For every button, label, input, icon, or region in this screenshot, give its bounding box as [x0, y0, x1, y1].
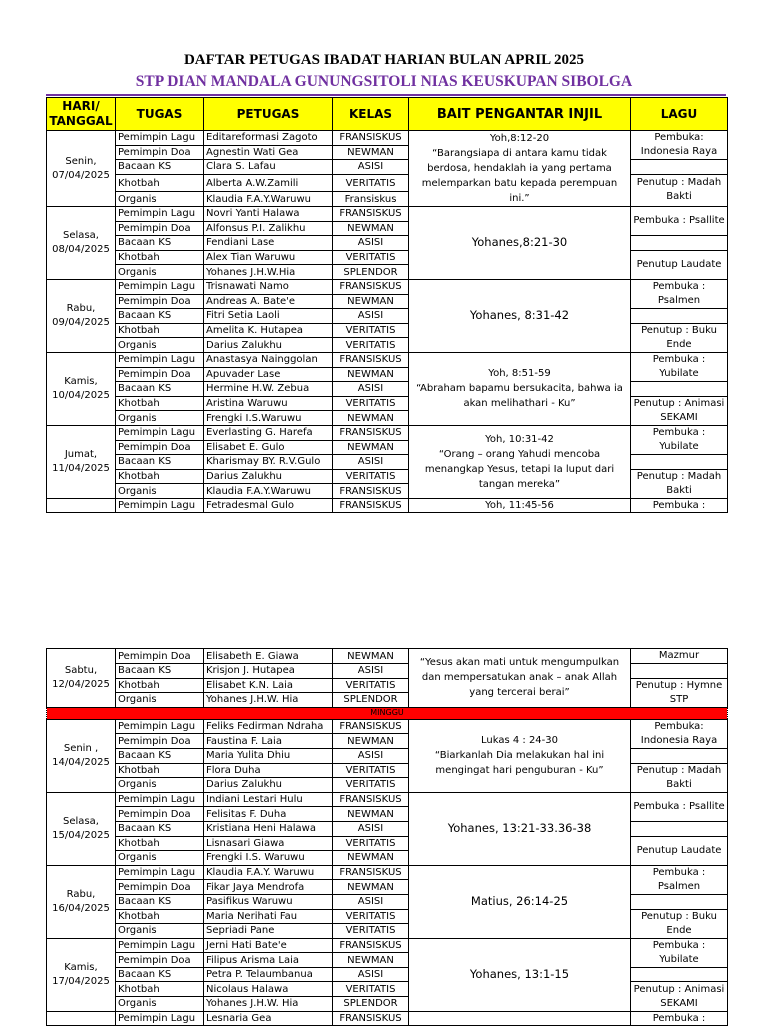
lagu-blank [631, 236, 728, 251]
day-cell [47, 131, 116, 207]
petugas-cell: Darius Zalukhu [204, 778, 333, 793]
lagu-closing: Penutup : Animasi SEKAMI [631, 982, 728, 1011]
day-date: 16/04/2025 [52, 902, 110, 914]
minggu-label: MINGGU [47, 707, 728, 719]
tugas-cell: Pemimpin Doa [116, 649, 204, 664]
petugas-cell: Alfonsus P.I. Zalikhu [204, 221, 333, 236]
petugas-cell: Alex Tian Waruwu [204, 250, 333, 265]
bait-verse: “Orang – orang Yahudi mencoba menangkap Yesus, tetapi Ia luput dari tangan mereka” [424, 448, 615, 490]
tugas-cell: Organis [116, 192, 204, 207]
petugas-cell: Darius Zalukhu [204, 469, 333, 484]
petugas-cell: Fetradesmal Gulo [204, 498, 333, 513]
petugas-cell: Apuvader Lase [204, 367, 333, 382]
petugas-cell: Flora Duha [204, 763, 333, 778]
kelas-cell: FRANSISKUS [333, 719, 409, 734]
kelas-cell: FRANSISKUS [333, 484, 409, 499]
tugas-cell: Bacaan KS [116, 894, 204, 909]
day-cell [47, 719, 116, 792]
minggu-separator-row [47, 707, 728, 719]
lagu-opening: Pembuka: Indonesia Raya [631, 719, 728, 748]
tugas-cell: Khotbah [116, 323, 204, 338]
tugas-cell: Khotbah [116, 678, 204, 693]
kelas-cell: VERITATIS [333, 678, 409, 693]
day-date: 17/04/2025 [52, 975, 110, 987]
tugas-cell: Bacaan KS [116, 309, 204, 324]
kelas-cell: FRANSISKUS [333, 498, 409, 513]
lagu-blank [631, 160, 728, 175]
header-hari: HARI/ TANGGAL [47, 98, 116, 131]
kelas-cell: FRANSISKUS [333, 425, 409, 440]
tugas-cell: Organis [116, 997, 204, 1012]
petugas-cell: Yohanes J.H.W. Hia [204, 693, 333, 708]
document-title: DAFTAR PETUGAS IBADAT HARIAN BULAN APRIL 2025 [183, 52, 585, 68]
petugas-cell: Klaudia F.A.Y.Waruwu [204, 192, 333, 207]
kelas-cell: VERITATIS [333, 250, 409, 265]
petugas-cell: Lisnasari Giawa [204, 836, 333, 851]
table-row [47, 207, 728, 222]
header-lagu: LAGU [631, 98, 728, 131]
tugas-cell: Pemimpin Lagu [116, 719, 204, 734]
table-row [47, 352, 728, 367]
table-row [47, 938, 728, 953]
tugas-cell: Pemimpin Lagu [116, 131, 204, 146]
petugas-cell: Fikar Jaya Mendrofa [204, 880, 333, 895]
petugas-cell: Amelita K. Hutapea [204, 323, 333, 338]
kelas-cell: NEWMAN [333, 807, 409, 822]
petugas-cell: Elisabeth E. Giawa [204, 649, 333, 664]
kelas-cell: ASISI [333, 821, 409, 836]
lagu-opening: Pembuka : Yubilate [631, 938, 728, 967]
kelas-cell: NEWMAN [333, 221, 409, 236]
petugas-cell: Agnestin Wati Gea [204, 145, 333, 160]
petugas-cell: Yohanes J.H.W. Hia [204, 997, 333, 1012]
kelas-cell: ASISI [333, 967, 409, 982]
petugas-cell: Fitri Setia Laoli [204, 309, 333, 324]
kelas-cell: VERITATIS [333, 338, 409, 353]
tugas-cell: Khotbah [116, 909, 204, 924]
petugas-cell: Kharismay BY. R.V.Gulo [204, 455, 333, 470]
lagu-closing: Penutup Laudate [631, 250, 728, 279]
lagu-closing: Penutup : Buku Ende [631, 323, 728, 352]
day-cell [47, 938, 116, 1011]
petugas-cell: Indiani Lestari Hulu [204, 792, 333, 807]
kelas-cell: ASISI [333, 236, 409, 251]
kelas-cell: FRANSISKUS [333, 792, 409, 807]
bait-reference: Yohanes, 8:31-42 [469, 308, 570, 323]
day-name: Sabtu, [64, 664, 98, 676]
petugas-cell: Clara S. Lafau [204, 160, 333, 175]
petugas-cell: Anastasya Nainggolan [204, 352, 333, 367]
kelas-cell: FRANSISKUS [333, 1011, 409, 1026]
lagu-blank [631, 309, 728, 324]
lagu-closing: Penutup : Madah Bakti [631, 763, 728, 792]
tugas-cell: Bacaan KS [116, 160, 204, 175]
tugas-cell: Pemimpin Doa [116, 367, 204, 382]
kelas-cell: FRANSISKUS [333, 279, 409, 294]
petugas-cell: Klaudia F.A.Y.Waruwu [204, 484, 333, 499]
tugas-cell: Bacaan KS [116, 748, 204, 763]
kelas-cell: Fransiskus [333, 192, 409, 207]
kelas-cell: VERITATIS [333, 836, 409, 851]
petugas-cell: Darius Zalukhu [204, 338, 333, 353]
tugas-cell: Bacaan KS [116, 967, 204, 982]
day-name: Senin , [63, 742, 99, 754]
kelas-cell: NEWMAN [333, 880, 409, 895]
kelas-cell: ASISI [333, 664, 409, 679]
bait-cell [409, 865, 631, 938]
table-row [47, 649, 728, 664]
petugas-cell: Felisitas F. Duha [204, 807, 333, 822]
lagu-opening: Pembuka : [631, 1011, 728, 1026]
day-cell [47, 425, 116, 498]
lagu-opening: Pembuka : Yubilate [631, 352, 728, 381]
petugas-cell: Yohanes J.H.W.Hia [204, 265, 333, 280]
table-row [47, 425, 728, 440]
title-divider [46, 94, 726, 96]
lagu-blank [631, 382, 728, 397]
tugas-cell: Organis [116, 924, 204, 939]
kelas-cell: NEWMAN [333, 440, 409, 455]
lagu-closing: Penutup : Animasi SEKAMI [631, 396, 728, 425]
lagu-blank [631, 748, 728, 763]
tugas-cell: Khotbah [116, 836, 204, 851]
kelas-cell: NEWMAN [333, 145, 409, 160]
header-kelas: KELAS [333, 98, 409, 131]
lagu-opening: Pembuka : Psalmen [631, 279, 728, 308]
table-row [47, 498, 728, 513]
table-row [47, 865, 728, 880]
kelas-cell: FRANSISKUS [333, 207, 409, 222]
petugas-cell: Trisnawati Namo [204, 279, 333, 294]
kelas-cell: NEWMAN [333, 734, 409, 749]
petugas-cell: Editareformasi Zagoto [204, 131, 333, 146]
day-cell [47, 352, 116, 425]
bait-reference: Yohanes, 13:21-33.36-38 [447, 821, 592, 836]
day-cell [47, 649, 116, 708]
bait-cell [409, 649, 631, 708]
tugas-cell: Organis [116, 778, 204, 793]
petugas-cell: Lesnaria Gea [204, 1011, 333, 1026]
tugas-cell: Pemimpin Doa [116, 221, 204, 236]
bait-cell [409, 207, 631, 280]
day-name: Selasa, [63, 229, 99, 241]
lagu-blank [631, 894, 728, 909]
petugas-cell: Frengki I.S.Waruwu [204, 411, 333, 426]
bait-cell [409, 719, 631, 792]
lagu-opening: Pembuka : [631, 498, 728, 513]
lagu-blank [631, 664, 728, 679]
tugas-cell: Pemimpin Lagu [116, 792, 204, 807]
lagu-closing: Penutup : Buku Ende [631, 909, 728, 938]
lagu-blank [631, 967, 728, 982]
petugas-cell: Novri Yanti Halawa [204, 207, 333, 222]
petugas-cell: Filipus Arisma Laia [204, 953, 333, 968]
petugas-cell: Petra P. Telaumbanua [204, 967, 333, 982]
tugas-cell: Pemimpin Doa [116, 953, 204, 968]
kelas-cell: VERITATIS [333, 778, 409, 793]
day-date: 10/04/2025 [52, 389, 110, 401]
bait-cell [409, 425, 631, 498]
lagu-opening: Mazmur [631, 649, 728, 664]
petugas-cell: Hermine H.W. Zebua [204, 382, 333, 397]
kelas-cell: ASISI [333, 455, 409, 470]
kelas-cell: FRANSISKUS [333, 938, 409, 953]
lagu-closing: Penutup : Hymne STP [631, 678, 728, 707]
tugas-cell: Khotbah [116, 396, 204, 411]
tugas-cell: Pemimpin Lagu [116, 279, 204, 294]
tugas-cell: Khotbah [116, 982, 204, 997]
tugas-cell: Organis [116, 338, 204, 353]
tugas-cell: Bacaan KS [116, 821, 204, 836]
tugas-cell: Bacaan KS [116, 455, 204, 470]
kelas-cell: ASISI [333, 382, 409, 397]
table-row [47, 279, 728, 294]
lagu-opening: Pembuka: Indonesia Raya [631, 131, 728, 160]
bait-verse: “Barangsiapa di antara kamu tidak berdosa, hendaklah ia yang pertama melemparkan batu kepada perempuan ini.” [421, 148, 618, 204]
lagu-blank [631, 821, 728, 836]
bait-reference: Yohanes,8:21-30 [471, 235, 568, 250]
bait-cell [409, 352, 631, 425]
table-header-row [47, 98, 728, 131]
kelas-cell: NEWMAN [333, 953, 409, 968]
kelas-cell: ASISI [333, 309, 409, 324]
tugas-cell: Organis [116, 693, 204, 708]
petugas-cell: Maria Yulita Dhiu [204, 748, 333, 763]
bait-verse: “Biarkanlah Dia melakukan hal ini mengingat hari penguburan - Ku” [434, 750, 605, 777]
kelas-cell: NEWMAN [333, 411, 409, 426]
tugas-cell: Pemimpin Lagu [116, 865, 204, 880]
kelas-cell: VERITATIS [333, 174, 409, 192]
table-row [47, 131, 728, 146]
kelas-cell: SPLENDOR [333, 997, 409, 1012]
tugas-cell: Organis [116, 851, 204, 866]
lagu-opening: Pembuka : Yubilate [631, 425, 728, 454]
lagu-closing: Penutup : Madah Bakti [631, 174, 728, 206]
kelas-cell: VERITATIS [333, 323, 409, 338]
day-name: Rabu, [66, 302, 96, 314]
day-name: Kamis, [64, 961, 98, 973]
petugas-cell: Andreas A. Bate'e [204, 294, 333, 309]
petugas-cell: Klaudia F.A.Y. Waruwu [204, 865, 333, 880]
petugas-cell: Nicolaus Halawa [204, 982, 333, 997]
lagu-blank [631, 455, 728, 470]
tugas-cell: Pemimpin Doa [116, 880, 204, 895]
kelas-cell: FRANSISKUS [333, 131, 409, 146]
petugas-cell: Frengki I.S. Waruwu [204, 851, 333, 866]
day-name: Kamis, [64, 375, 98, 387]
day-date: 09/04/2025 [52, 316, 110, 328]
tugas-cell: Khotbah [116, 763, 204, 778]
tugas-cell: Pemimpin Doa [116, 440, 204, 455]
kelas-cell: SPLENDOR [333, 265, 409, 280]
kelas-cell: NEWMAN [333, 851, 409, 866]
bait-reference: Yoh, 8:51-59 [488, 368, 551, 380]
kelas-cell: VERITATIS [333, 982, 409, 997]
tugas-cell: Organis [116, 484, 204, 499]
day-date: 07/04/2025 [52, 169, 110, 181]
bait-reference: Yoh,8:12-20 [489, 133, 550, 144]
kelas-cell: VERITATIS [333, 396, 409, 411]
tugas-cell: Pemimpin Doa [116, 145, 204, 160]
day-name: Jumat, [64, 448, 98, 460]
bait-cell [409, 938, 631, 1011]
kelas-cell: VERITATIS [333, 909, 409, 924]
tugas-cell: Khotbah [116, 174, 204, 192]
kelas-cell: FRANSISKUS [333, 352, 409, 367]
tugas-cell: Pemimpin Lagu [116, 498, 204, 513]
kelas-cell: ASISI [333, 160, 409, 175]
day-date: 14/04/2025 [52, 756, 110, 768]
bait-verse: “Abraham bapamu bersukacita, bahwa ia akan melihathari - Ku” [416, 383, 623, 410]
bait-verse: “Yesus akan mati untuk mengumpulkan dan mempersatukan anak – anak Allah yang tercerai berai” [419, 657, 620, 699]
tugas-cell: Pemimpin Doa [116, 807, 204, 822]
petugas-cell: Kristiana Heni Halawa [204, 821, 333, 836]
bait-reference: Yoh, 10:31-42 [485, 433, 554, 445]
tugas-cell: Khotbah [116, 250, 204, 265]
day-date: 15/04/2025 [52, 829, 110, 841]
bait-cell [409, 131, 631, 207]
petugas-cell: Jerni Hati Bate'e [204, 938, 333, 953]
kelas-cell: ASISI [333, 894, 409, 909]
schedule-table-page-2 [46, 648, 728, 1026]
day-name: Senin, [65, 155, 97, 167]
petugas-cell: Fendiani Lase [204, 236, 333, 251]
bait-reference: Lukas 4 : 24-30 [480, 735, 558, 747]
tugas-cell: Bacaan KS [116, 664, 204, 679]
table-row [47, 792, 728, 807]
bait-reference: Yohanes, 13:1-15 [469, 967, 570, 982]
tugas-cell: Pemimpin Doa [116, 294, 204, 309]
lagu-closing: Penutup Laudate [631, 836, 728, 865]
kelas-cell: ASISI [333, 748, 409, 763]
lagu-opening: Pembuka : Psallite [631, 792, 728, 821]
kelas-cell: VERITATIS [333, 924, 409, 939]
kelas-cell: NEWMAN [333, 367, 409, 382]
kelas-cell: NEWMAN [333, 294, 409, 309]
petugas-cell: Elisabet E. Gulo [204, 440, 333, 455]
tugas-cell: Pemimpin Lagu [116, 938, 204, 953]
document-subtitle: STP DIAN MANDALA GUNUNGSITOLI NIAS KEUSKUPAN SIBOLGA [135, 73, 633, 90]
table-row [47, 719, 728, 734]
petugas-cell: Alberta A.W.Zamili [204, 174, 333, 192]
header-petugas: PETUGAS [204, 98, 333, 131]
petugas-cell: Maria Nerihati Fau [204, 909, 333, 924]
petugas-cell: Sepriadi Pane [204, 924, 333, 939]
tugas-cell: Pemimpin Doa [116, 734, 204, 749]
day-cell [47, 207, 116, 280]
petugas-cell: Elisabet K.N. Laia [204, 678, 333, 693]
day-name: Selasa, [63, 815, 99, 827]
day-cell [47, 279, 116, 352]
day-date: 08/04/2025 [52, 243, 110, 255]
tugas-cell: Bacaan KS [116, 236, 204, 251]
bait-cell [409, 279, 631, 352]
day-cell [47, 865, 116, 938]
header-tugas: TUGAS [116, 98, 204, 131]
petugas-cell: Pasifikus Waruwu [204, 894, 333, 909]
lagu-closing: Penutup : Madah Bakti [631, 469, 728, 498]
lagu-opening: Pembuka : Psalmen [631, 865, 728, 894]
day-cell [47, 792, 116, 865]
kelas-cell: VERITATIS [333, 469, 409, 484]
petugas-cell: Faustina F. Laia [204, 734, 333, 749]
day-cell [47, 498, 116, 513]
day-date: 11/04/2025 [52, 462, 110, 474]
petugas-cell: Everlasting G. Harefa [204, 425, 333, 440]
schedule-table-page-1 [46, 97, 728, 513]
petugas-cell: Aristina Waruwu [204, 396, 333, 411]
tugas-cell: Pemimpin Lagu [116, 207, 204, 222]
tugas-cell: Pemimpin Lagu [116, 352, 204, 367]
header-bait: BAIT PENGANTAR INJIL [409, 98, 631, 131]
kelas-cell: FRANSISKUS [333, 865, 409, 880]
bait-reference: Yoh, 11:45-56 [409, 498, 631, 513]
tugas-cell: Organis [116, 265, 204, 280]
tugas-cell: Pemimpin Lagu [116, 1011, 204, 1026]
tugas-cell: Bacaan KS [116, 382, 204, 397]
kelas-cell: VERITATIS [333, 763, 409, 778]
day-date: 12/04/2025 [52, 678, 110, 690]
bait-reference: Matius, 26:14-25 [470, 894, 569, 909]
day-name: Rabu, [66, 888, 96, 900]
petugas-cell: Krisjon J. Hutapea [204, 664, 333, 679]
petugas-cell: Feliks Fedirman Ndraha [204, 719, 333, 734]
kelas-cell: SPLENDOR [333, 693, 409, 708]
tugas-cell: Khotbah [116, 469, 204, 484]
tugas-cell: Organis [116, 411, 204, 426]
lagu-opening: Pembuka : Psallite [631, 207, 728, 236]
bait-cell [409, 792, 631, 865]
tugas-cell: Pemimpin Lagu [116, 425, 204, 440]
kelas-cell: NEWMAN [333, 649, 409, 664]
